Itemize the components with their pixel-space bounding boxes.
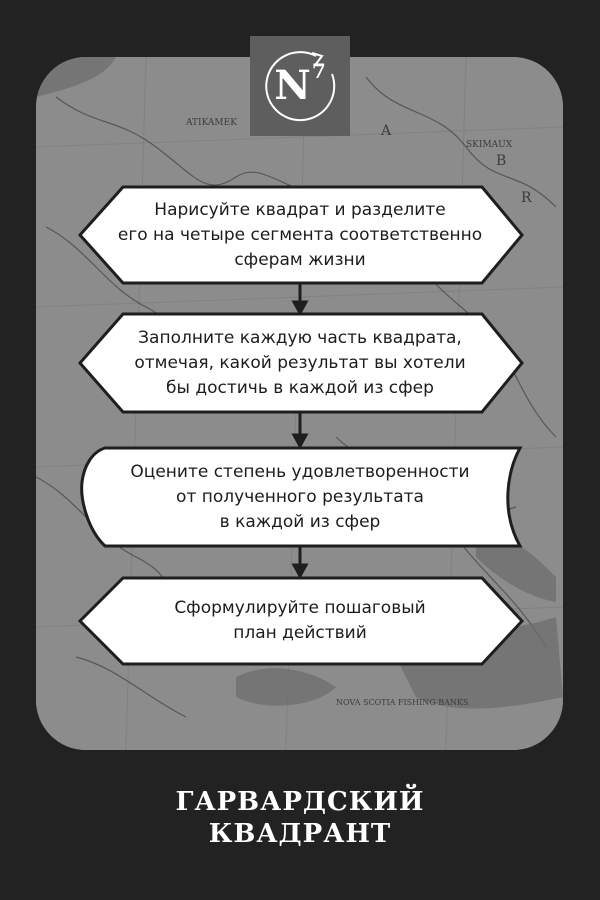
step-1-line-2: его на четыре сегмента соответственно bbox=[117, 225, 483, 245]
arrow-3-icon bbox=[294, 565, 306, 576]
step-4-text bbox=[100, 596, 500, 646]
map-label-b: B bbox=[496, 153, 507, 169]
step-2-line-3: бы достичь в каждой из сфер bbox=[166, 378, 434, 398]
step-4-line-2: план действий bbox=[233, 623, 367, 643]
arrow-2-icon bbox=[294, 435, 306, 446]
map-label-a: A bbox=[381, 123, 392, 139]
step-3-line-3: в каждой из сфер bbox=[219, 512, 381, 532]
step-2-text bbox=[100, 326, 500, 401]
step-1-line-1: Нарисуйте квадрат и разделите bbox=[154, 200, 446, 220]
step-2-line-2: отмечая, какой результат вы хотели bbox=[134, 353, 466, 373]
map-label-fishing-banks: NOVA SCOTIA FISHING BANKS bbox=[336, 698, 469, 707]
badge-number: $N^7$ bbox=[274, 59, 326, 109]
title-line-2: КВАДРАНТ bbox=[208, 819, 392, 849]
step-4-line-1: Сформулируйте пошаговый bbox=[174, 598, 426, 618]
map-label-skimaux: SKIMAUX bbox=[466, 140, 513, 150]
step-1-text bbox=[100, 198, 500, 273]
arrow-1-icon bbox=[294, 302, 306, 313]
step-2-line-1: Заполните каждую часть квадрата, bbox=[138, 328, 462, 348]
step-3-text bbox=[100, 460, 500, 535]
step-3-line-1: Оцените степень удовлетворенности bbox=[130, 462, 470, 482]
step-1-line-3: сферам жизни bbox=[234, 250, 366, 270]
title-line-1: ГАРВАРДСКИЙ bbox=[175, 787, 425, 817]
page-title bbox=[0, 786, 600, 850]
step-3-line-2: от полученного результата bbox=[176, 487, 424, 507]
map-label-r: R bbox=[521, 190, 532, 206]
map-label-atikamek: ATIKAMEK bbox=[186, 118, 237, 128]
